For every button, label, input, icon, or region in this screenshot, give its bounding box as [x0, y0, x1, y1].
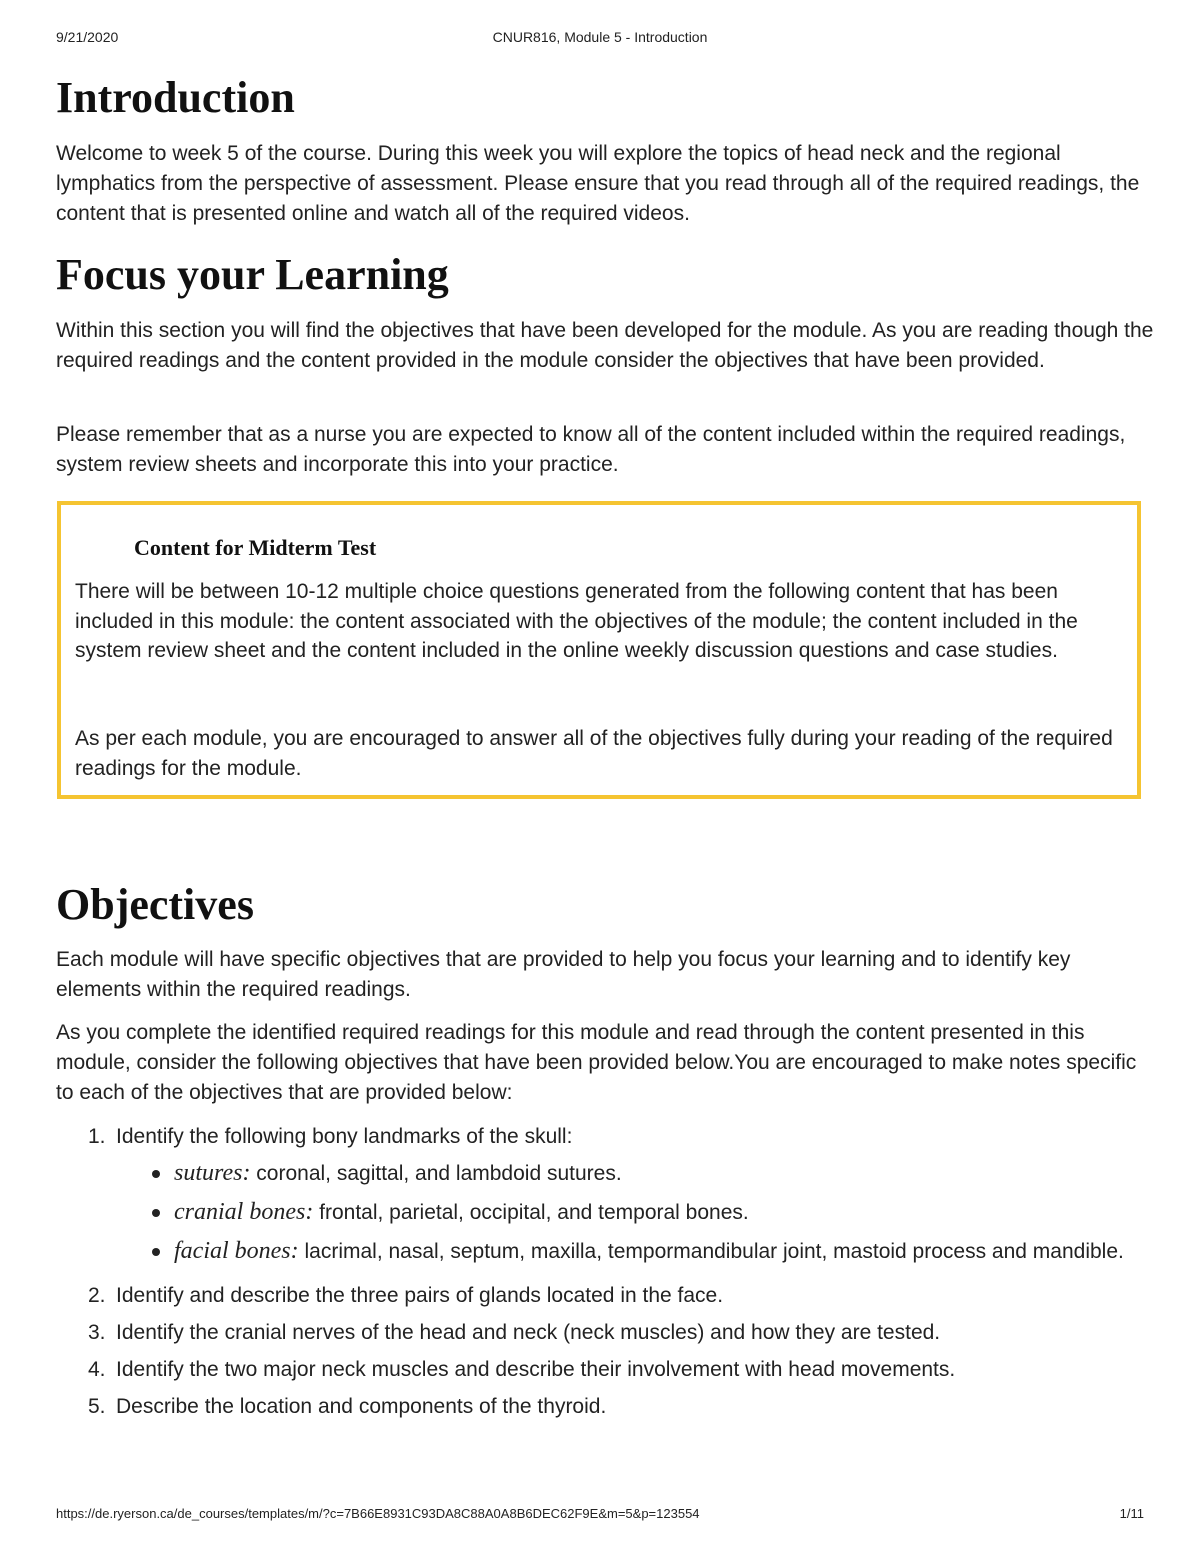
page-number: 1/11 — [1119, 1506, 1144, 1521]
intro-paragraph: Welcome to week 5 of the course. During this week you will explore the topics of head neck and the regional lymphatics from the perspective of assessment. Please ensure that you read through all of the required readings, the content that is presented online and watch all of the required videos. — [56, 142, 1140, 225]
print-date: 9/21/2020 — [56, 29, 119, 45]
heading-focus-your-learning: Focus your Learning — [56, 250, 449, 299]
heading-objectives: Objectives — [56, 880, 254, 929]
term-cranial-bones: cranial bones: — [174, 1199, 314, 1225]
objectives-list — [56, 1122, 1156, 1429]
list-item-text: Identify the following bony landmarks of the skull: — [116, 1125, 573, 1148]
list-number: 2. — [88, 1284, 106, 1307]
term-sutures: sutures: — [174, 1160, 251, 1186]
list-item — [56, 1318, 1156, 1348]
list-item-text: Describe the location and components of the thyroid. — [116, 1395, 607, 1418]
bullet-icon — [152, 1209, 160, 1217]
print-title: CNUR816, Module 5 - Introduction — [492, 29, 708, 45]
list-item — [116, 1158, 1156, 1189]
list-item — [56, 1122, 1156, 1267]
objectives-paragraph-2: As you complete the identified required readings for this module and read through the content presented in this module, consider the following objectives that have been provided below.You are encouraged to make notes specific to each of the objectives that are provided below: — [56, 1021, 1137, 1104]
callout-paragraph-1: There will be between 10-12 multiple choice questions generated from the following content that has been included in this module: the content associated with the objectives of the module; the content included in the system review sheet and the content included in the online weekly discussion questions and case studies. — [75, 580, 1078, 662]
bullet-icon — [152, 1170, 160, 1178]
list-item — [116, 1236, 1156, 1267]
list-item-text: Identify the two major neck muscles and describe their involvement with head movements. — [116, 1358, 956, 1381]
list-item-text: Identify and describe the three pairs of glands located in the face. — [116, 1284, 724, 1307]
objectives-paragraph-1: Each module will have specific objectives that are provided to help you focus your learning and to identify key elements within the required readings. — [56, 948, 1071, 1001]
term-detail: coronal, sagittal, and lambdoid sutures. — [250, 1162, 622, 1185]
skull-landmarks-list — [116, 1158, 1156, 1267]
list-item — [56, 1355, 1156, 1385]
term-facial-bones: facial bones: — [174, 1238, 299, 1264]
bullet-icon — [152, 1248, 160, 1256]
callout-heading: Content for Midterm Test — [134, 535, 377, 560]
list-number: 5. — [88, 1395, 106, 1418]
list-item — [56, 1281, 1156, 1311]
list-number: 1. — [88, 1125, 106, 1148]
term-detail: lacrimal, nasal, septum, maxilla, tempormandibular joint, mastoid process and mandible. — [298, 1240, 1124, 1263]
midterm-callout-box — [57, 501, 1141, 799]
list-item — [56, 1392, 1156, 1422]
print-header — [0, 29, 1200, 49]
list-item-text: Identify the cranial nerves of the head and neck (neck muscles) and how they are tested. — [116, 1321, 941, 1344]
callout-paragraph-2: As per each module, you are encouraged to answer all of the objectives fully during your reading of the required readings for the module. — [75, 727, 1113, 780]
term-detail: frontal, parietal, occipital, and temporal bones. — [313, 1201, 749, 1224]
list-item — [116, 1197, 1156, 1228]
heading-introduction: Introduction — [56, 73, 295, 122]
page-url-link[interactable]: https://de.ryerson.ca/de_courses/templates/m/?c=7B66E8931C93DA8C88A0A8B6DEC62F9E&m=5&p=123554 — [56, 1506, 700, 1521]
print-footer — [0, 1506, 1200, 1526]
list-number: 3. — [88, 1321, 106, 1344]
focus-paragraph-1: Within this section you will find the objectives that have been developed for the module. As you are reading though the required readings and the content provided in the module consider the objectives that have been provided. — [56, 319, 1154, 372]
focus-paragraph-2: Please remember that as a nurse you are expected to know all of the content included within the required readings, system review sheets and incorporate this into your practice. — [56, 423, 1126, 476]
list-number: 4. — [88, 1358, 106, 1381]
